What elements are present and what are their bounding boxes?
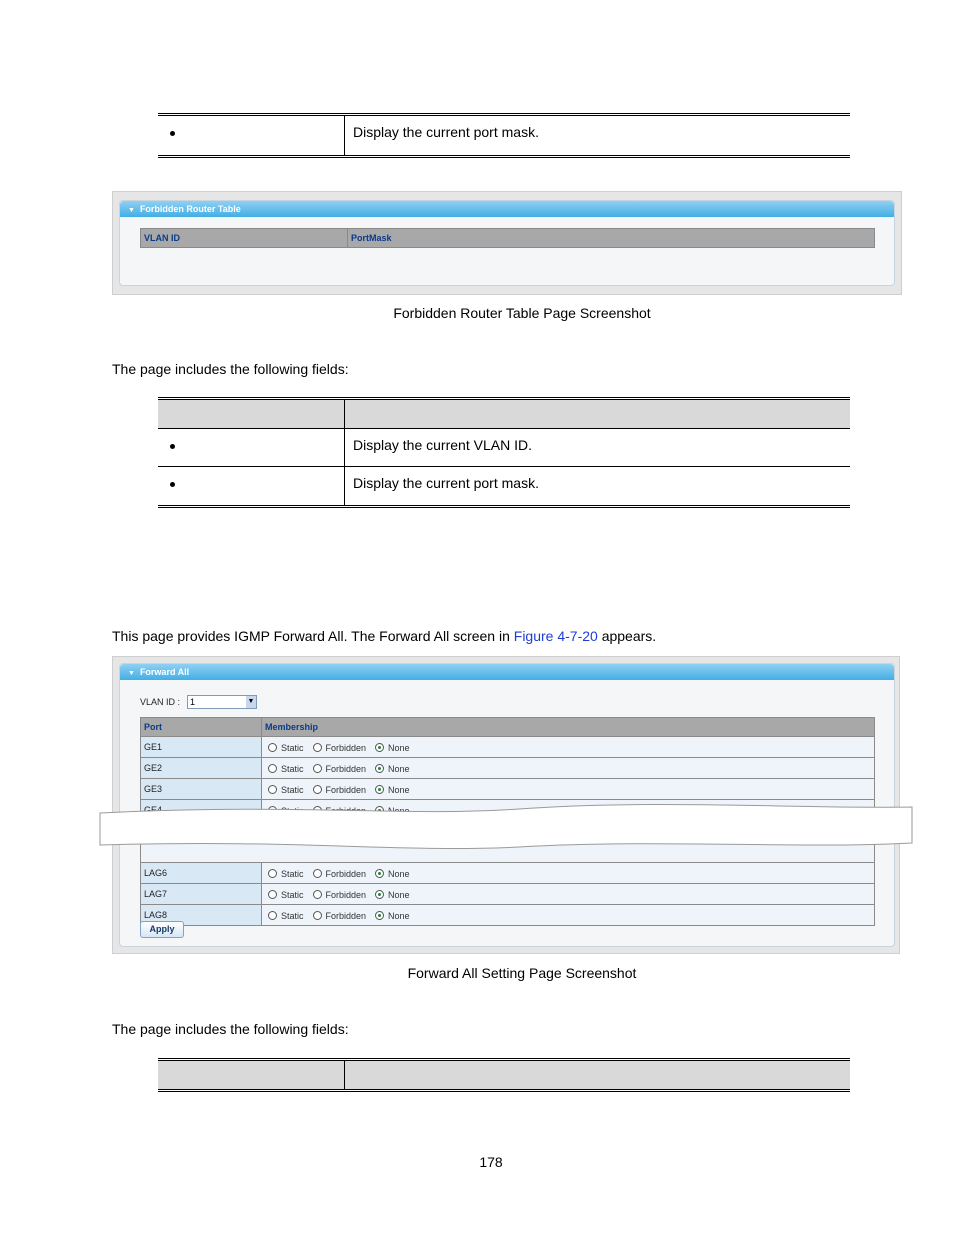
radio-forbidden[interactable] (313, 764, 322, 773)
column-header-portmask: PortMask (351, 233, 392, 243)
radio-label: None (388, 763, 410, 774)
collapse-triangle-icon[interactable]: ▼ (128, 207, 135, 214)
radio-label: Static (281, 868, 304, 879)
figure-caption-forward-all: Forward All Setting Page Screenshot (407, 965, 637, 981)
port-name: GE2 (141, 758, 262, 778)
fields-intro: The page includes the following fields: (112, 1021, 349, 1037)
radio-forbidden[interactable] (313, 890, 322, 899)
table-header (141, 229, 874, 247)
page-number: 178 (479, 1154, 503, 1170)
forbidden-router-panel (119, 200, 895, 286)
membership-options (262, 758, 874, 778)
apply-button[interactable]: Apply (140, 921, 184, 938)
vlan-id-label: VLAN ID : (140, 697, 181, 707)
bullet-icon (170, 444, 175, 449)
collapse-triangle-icon[interactable]: ▼ (128, 670, 135, 677)
radio-static[interactable] (268, 743, 277, 752)
radio-forbidden[interactable] (313, 911, 322, 920)
forbidden-router-table (140, 228, 875, 248)
radio-static[interactable] (268, 785, 277, 794)
table-row (141, 904, 874, 925)
column-header-vlan-id: VLAN ID (141, 229, 348, 247)
radio-static[interactable] (268, 764, 277, 773)
radio-label: None (388, 889, 410, 900)
radio-static[interactable] (268, 911, 277, 920)
radio-none[interactable] (375, 911, 384, 920)
radio-label: None (388, 742, 410, 753)
panel-title: Forbidden Router Table (139, 204, 241, 214)
radio-forbidden[interactable] (313, 743, 322, 752)
column-header-port: Port (141, 718, 262, 736)
radio-label: None (388, 910, 410, 921)
field-table-2 (158, 1058, 850, 1092)
table-row (158, 466, 850, 505)
page-cut-overlay (99, 803, 913, 851)
radio-label: Forbidden (325, 763, 367, 774)
field-description: Display the current port mask. (353, 124, 539, 140)
table-row (141, 883, 874, 904)
port-name: GE4 (141, 800, 262, 820)
radio-label: None (388, 868, 410, 879)
radio-label: Forbidden (325, 910, 367, 921)
radio-none[interactable] (375, 764, 384, 773)
radio-label: None (388, 784, 410, 795)
figure-link[interactable]: Figure 4-7-20 (513, 628, 598, 644)
radio-label: Static (281, 910, 304, 921)
radio-label: Forbidden (325, 868, 367, 879)
radio-label: Forbidden (325, 784, 367, 795)
radio-none[interactable] (375, 785, 384, 794)
radio-label: Forbidden (325, 889, 367, 900)
radio-label: Static (281, 889, 304, 900)
panel-title: Forward All (139, 667, 190, 677)
field-description: Display the current port mask. (353, 475, 539, 491)
table-row (141, 778, 874, 799)
membership-options (262, 905, 874, 925)
field-description: Display the current VLAN ID. (353, 437, 532, 453)
bullet-icon (170, 131, 175, 136)
membership-options (262, 779, 874, 799)
table-row (141, 736, 874, 757)
radio-none[interactable] (375, 890, 384, 899)
membership-options (262, 863, 874, 883)
port-name: GE1 (141, 737, 262, 757)
port-name: LAG6 (141, 863, 262, 883)
bullet-icon (170, 482, 175, 487)
radio-label: None (388, 805, 410, 816)
fields-intro: The page includes the following fields: (112, 361, 349, 377)
membership-options (262, 737, 874, 757)
table-row (158, 428, 850, 466)
port-name: LAG8 (141, 905, 262, 925)
radio-static[interactable] (268, 890, 277, 899)
radio-forbidden[interactable] (313, 869, 322, 878)
radio-forbidden[interactable] (313, 785, 322, 794)
membership-options (262, 884, 874, 904)
table-header (158, 400, 850, 428)
radio-none[interactable] (375, 743, 384, 752)
port-name: LAG7 (141, 884, 262, 904)
table-row (158, 116, 850, 155)
radio-static[interactable] (268, 869, 277, 878)
vlan-id-select[interactable]: 1 ▼ (187, 695, 257, 709)
radio-label: Static (281, 784, 304, 795)
figure-caption-forbidden: Forbidden Router Table Page Screenshot (393, 305, 651, 321)
forbidden-router-screenshot (112, 191, 902, 295)
field-table-top (158, 113, 850, 158)
radio-label: Forbidden (325, 742, 367, 753)
table-header (141, 718, 874, 736)
port-name: GE3 (141, 779, 262, 799)
forward-all-intro: This page provides IGMP Forward All. The Forward All screen in Figure 4-7-20 appears. (112, 628, 657, 644)
chevron-down-icon[interactable]: ▼ (246, 696, 256, 708)
forward-all-screenshot (112, 656, 900, 954)
table-row (141, 862, 874, 883)
radio-label: Static (281, 763, 304, 774)
column-header-membership: Membership (265, 722, 319, 732)
field-table-1 (158, 397, 850, 508)
radio-none[interactable] (375, 869, 384, 878)
radio-label: Static (281, 742, 304, 753)
table-row (141, 757, 874, 778)
table-header (158, 1061, 850, 1089)
